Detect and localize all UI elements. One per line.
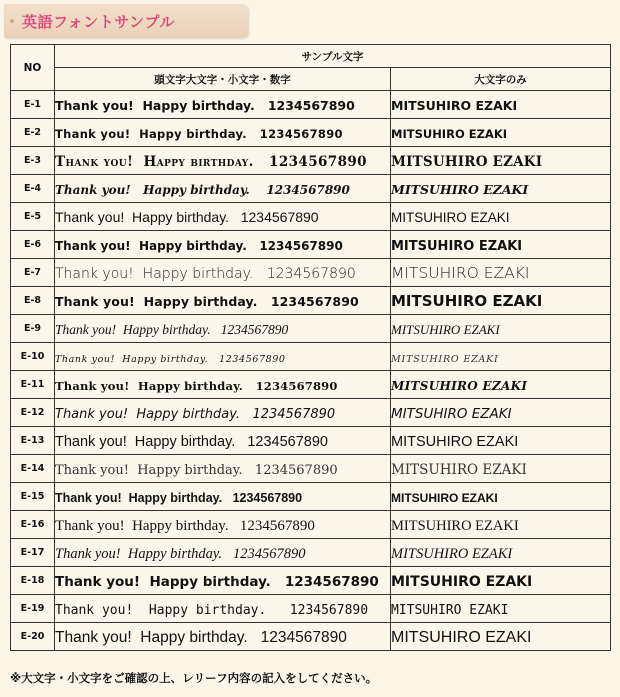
mixed-case-sample-text: Thank you! Happy birthday. 1234567890	[55, 434, 329, 450]
font-number: E-19	[11, 595, 55, 623]
mixed-case-sample-text: Thank you! Happy birthday. 1234567890	[55, 154, 367, 170]
mixed-case-sample-cell	[55, 427, 391, 455]
caps-sample-text: MITSUHIRO EZAKI	[391, 182, 529, 197]
table-row	[11, 147, 611, 175]
caps-sample-cell	[391, 119, 611, 147]
header-sample: サンプル文字	[55, 45, 611, 68]
caps-sample-text: MITSUHIRO EZAKI	[391, 603, 509, 618]
mixed-case-sample-cell	[55, 147, 391, 175]
table-row	[11, 343, 611, 371]
caps-sample-text: MITSUHIRO EZAKI	[391, 434, 519, 450]
caps-sample-cell	[391, 511, 611, 539]
caps-sample-text: MITSUHIRO EZAKI	[391, 322, 500, 337]
font-number: E-13	[11, 427, 55, 455]
font-number: E-2	[11, 119, 55, 147]
table-row	[11, 119, 611, 147]
mixed-case-sample-cell	[55, 511, 391, 539]
table-row	[11, 483, 611, 511]
header-mixed-case: 頭文字大文字・小文字・数字	[55, 68, 391, 91]
font-number: E-3	[11, 147, 55, 175]
caps-sample-cell	[391, 287, 611, 315]
header-caps-only: 大文字のみ	[391, 68, 611, 91]
mixed-case-sample-text: Thank you! Happy birthday. 1234567890	[55, 628, 347, 646]
mixed-case-sample-text: Thank you! Happy birthday. 1234567890	[55, 603, 369, 618]
mixed-case-sample-cell	[55, 623, 391, 651]
caps-sample-cell	[391, 623, 611, 651]
caps-sample-cell	[391, 399, 611, 427]
table-row	[11, 259, 611, 287]
mixed-case-sample-text: Thank you! Happy birthday. 1234567890	[55, 574, 379, 590]
caps-sample-text: MITSUHIRO EZAKI	[391, 574, 533, 590]
mixed-case-sample-cell	[55, 259, 391, 287]
mixed-case-sample-cell	[55, 119, 391, 147]
caps-sample-cell	[391, 427, 611, 455]
caps-sample-text: MITSUHIRO EZAKI	[391, 239, 523, 254]
page-title: 英語フォントサンプル	[22, 13, 175, 31]
header-no: NO	[11, 45, 55, 91]
caps-sample-cell	[391, 175, 611, 203]
mixed-case-sample-text: Thank you! Happy birthday. 1234567890	[55, 127, 343, 141]
mixed-case-sample-text: Thank you! Happy birthday. 1234567890	[55, 491, 303, 505]
mixed-case-sample-cell	[55, 567, 391, 595]
caps-sample-text: MITSUHIRO EZAKI	[391, 210, 510, 225]
table-row	[11, 231, 611, 259]
table-row	[11, 455, 611, 483]
font-number: E-8	[11, 287, 55, 315]
mixed-case-sample-text: Thank you! Happy birthday. 1234567890	[55, 209, 319, 225]
caps-sample-cell	[391, 371, 611, 399]
font-number: E-12	[11, 399, 55, 427]
mixed-case-sample-cell	[55, 287, 391, 315]
caps-sample-cell	[391, 483, 611, 511]
caps-sample-cell	[391, 315, 611, 343]
caps-sample-text: MITSUHIRO EZAKI	[391, 98, 518, 113]
header-row-1	[11, 45, 611, 68]
mixed-case-sample-text: Thank you! Happy birthday. 1234567890	[55, 266, 356, 282]
caps-sample-cell	[391, 231, 611, 259]
table-row	[11, 539, 611, 567]
title-tab	[4, 4, 248, 38]
caps-sample-cell	[391, 147, 611, 175]
mixed-case-sample-cell	[55, 203, 391, 231]
caps-sample-cell	[391, 259, 611, 287]
table-row	[11, 371, 611, 399]
font-number: E-11	[11, 371, 55, 399]
table-row	[11, 623, 611, 651]
mixed-case-sample-cell	[55, 483, 391, 511]
caps-sample-cell	[391, 455, 611, 483]
footnote: ※大文字・小文字をご確認の上、レリーフ内容の記入をしてください。	[10, 671, 378, 685]
mixed-case-sample-text: Thank you! Happy birthday. 1234567890	[55, 463, 338, 478]
caps-sample-text: MITSUHIRO EZAKI	[391, 264, 530, 282]
table-row	[11, 399, 611, 427]
mixed-case-sample-text: Thank you! Happy birthday. 1234567890	[55, 239, 343, 253]
mixed-case-sample-text: Thank you! Happy birthday. 1234567890	[55, 98, 355, 113]
table-row	[11, 175, 611, 203]
mixed-case-sample-text: Thank you! Happy birthday. 1234567890	[55, 379, 338, 393]
table-row	[11, 91, 611, 119]
caps-sample-cell	[391, 567, 611, 595]
mixed-case-sample-cell	[55, 595, 391, 623]
font-number: E-18	[11, 567, 55, 595]
mixed-case-sample-cell	[55, 343, 391, 371]
table-row	[11, 427, 611, 455]
caps-sample-cell	[391, 539, 611, 567]
font-number: E-6	[11, 231, 55, 259]
mixed-case-sample-text: Thank you! Happy birthday. 1234567890	[55, 517, 315, 534]
tab-pin-dot	[10, 19, 14, 23]
caps-sample-text: MITSUHIRO EZAKI	[391, 127, 508, 141]
caps-sample-text: MITSUHIRO EZAKI	[391, 517, 519, 534]
mixed-case-sample-cell	[55, 455, 391, 483]
mixed-case-sample-cell	[55, 231, 391, 259]
table-row	[11, 567, 611, 595]
font-number: E-1	[11, 91, 55, 119]
caps-sample-text: MITSUHIRO EZAKI	[391, 491, 498, 505]
caps-sample-cell	[391, 595, 611, 623]
mixed-case-sample-text: Thank you! Happy birthday. 1234567890	[55, 545, 306, 562]
caps-sample-text: MITSUHIRO EZAKI	[391, 292, 543, 310]
mixed-case-sample-cell	[55, 539, 391, 567]
caps-sample-text: MITSUHIRO EZAKI	[391, 545, 513, 562]
mixed-case-sample-text: Thank you! Happy birthday. 1234567890	[55, 183, 350, 197]
mixed-case-sample-cell	[55, 315, 391, 343]
table-row	[11, 203, 611, 231]
font-number: E-14	[11, 455, 55, 483]
font-number: E-15	[11, 483, 55, 511]
table-row	[11, 287, 611, 315]
header-row-2	[11, 68, 611, 91]
font-number: E-7	[11, 259, 55, 287]
table-row	[11, 315, 611, 343]
font-number: E-20	[11, 623, 55, 651]
font-number: E-16	[11, 511, 55, 539]
table-row	[11, 511, 611, 539]
mixed-case-sample-text: Thank you! Happy birthday. 1234567890	[55, 322, 289, 337]
caps-sample-text: MITSUHIRO EZAKI	[391, 628, 532, 646]
mixed-case-sample-cell	[55, 175, 391, 203]
table-row	[11, 595, 611, 623]
mixed-case-sample-cell	[55, 399, 391, 427]
caps-sample-text: MITSUHIRO EZAKI	[391, 379, 528, 393]
caps-sample-cell	[391, 203, 611, 231]
mixed-case-sample-cell	[55, 91, 391, 119]
caps-sample-cell	[391, 91, 611, 119]
font-number: E-17	[11, 539, 55, 567]
caps-sample-text: MITSUHIRO EZAKI	[391, 154, 543, 170]
mixed-case-sample-text: Thank you! Happy birthday. 1234567890	[55, 407, 336, 422]
caps-sample-cell	[391, 343, 611, 371]
font-number: E-4	[11, 175, 55, 203]
caps-sample-text: MITSUHIRO EZAKI	[391, 354, 499, 365]
mixed-case-sample-cell	[55, 371, 391, 399]
mixed-case-sample-text: Thank you! Happy birthday. 1234567890	[55, 354, 286, 365]
caps-sample-text: MITSUHIRO EZAKI	[391, 462, 527, 478]
font-sample-table	[10, 44, 611, 651]
mixed-case-sample-text: Thank you! Happy birthday. 1234567890	[55, 294, 359, 309]
caps-sample-text: MITSUHIRO EZAKI	[391, 406, 512, 422]
font-number: E-10	[11, 343, 55, 371]
font-number: E-5	[11, 203, 55, 231]
font-number: E-9	[11, 315, 55, 343]
